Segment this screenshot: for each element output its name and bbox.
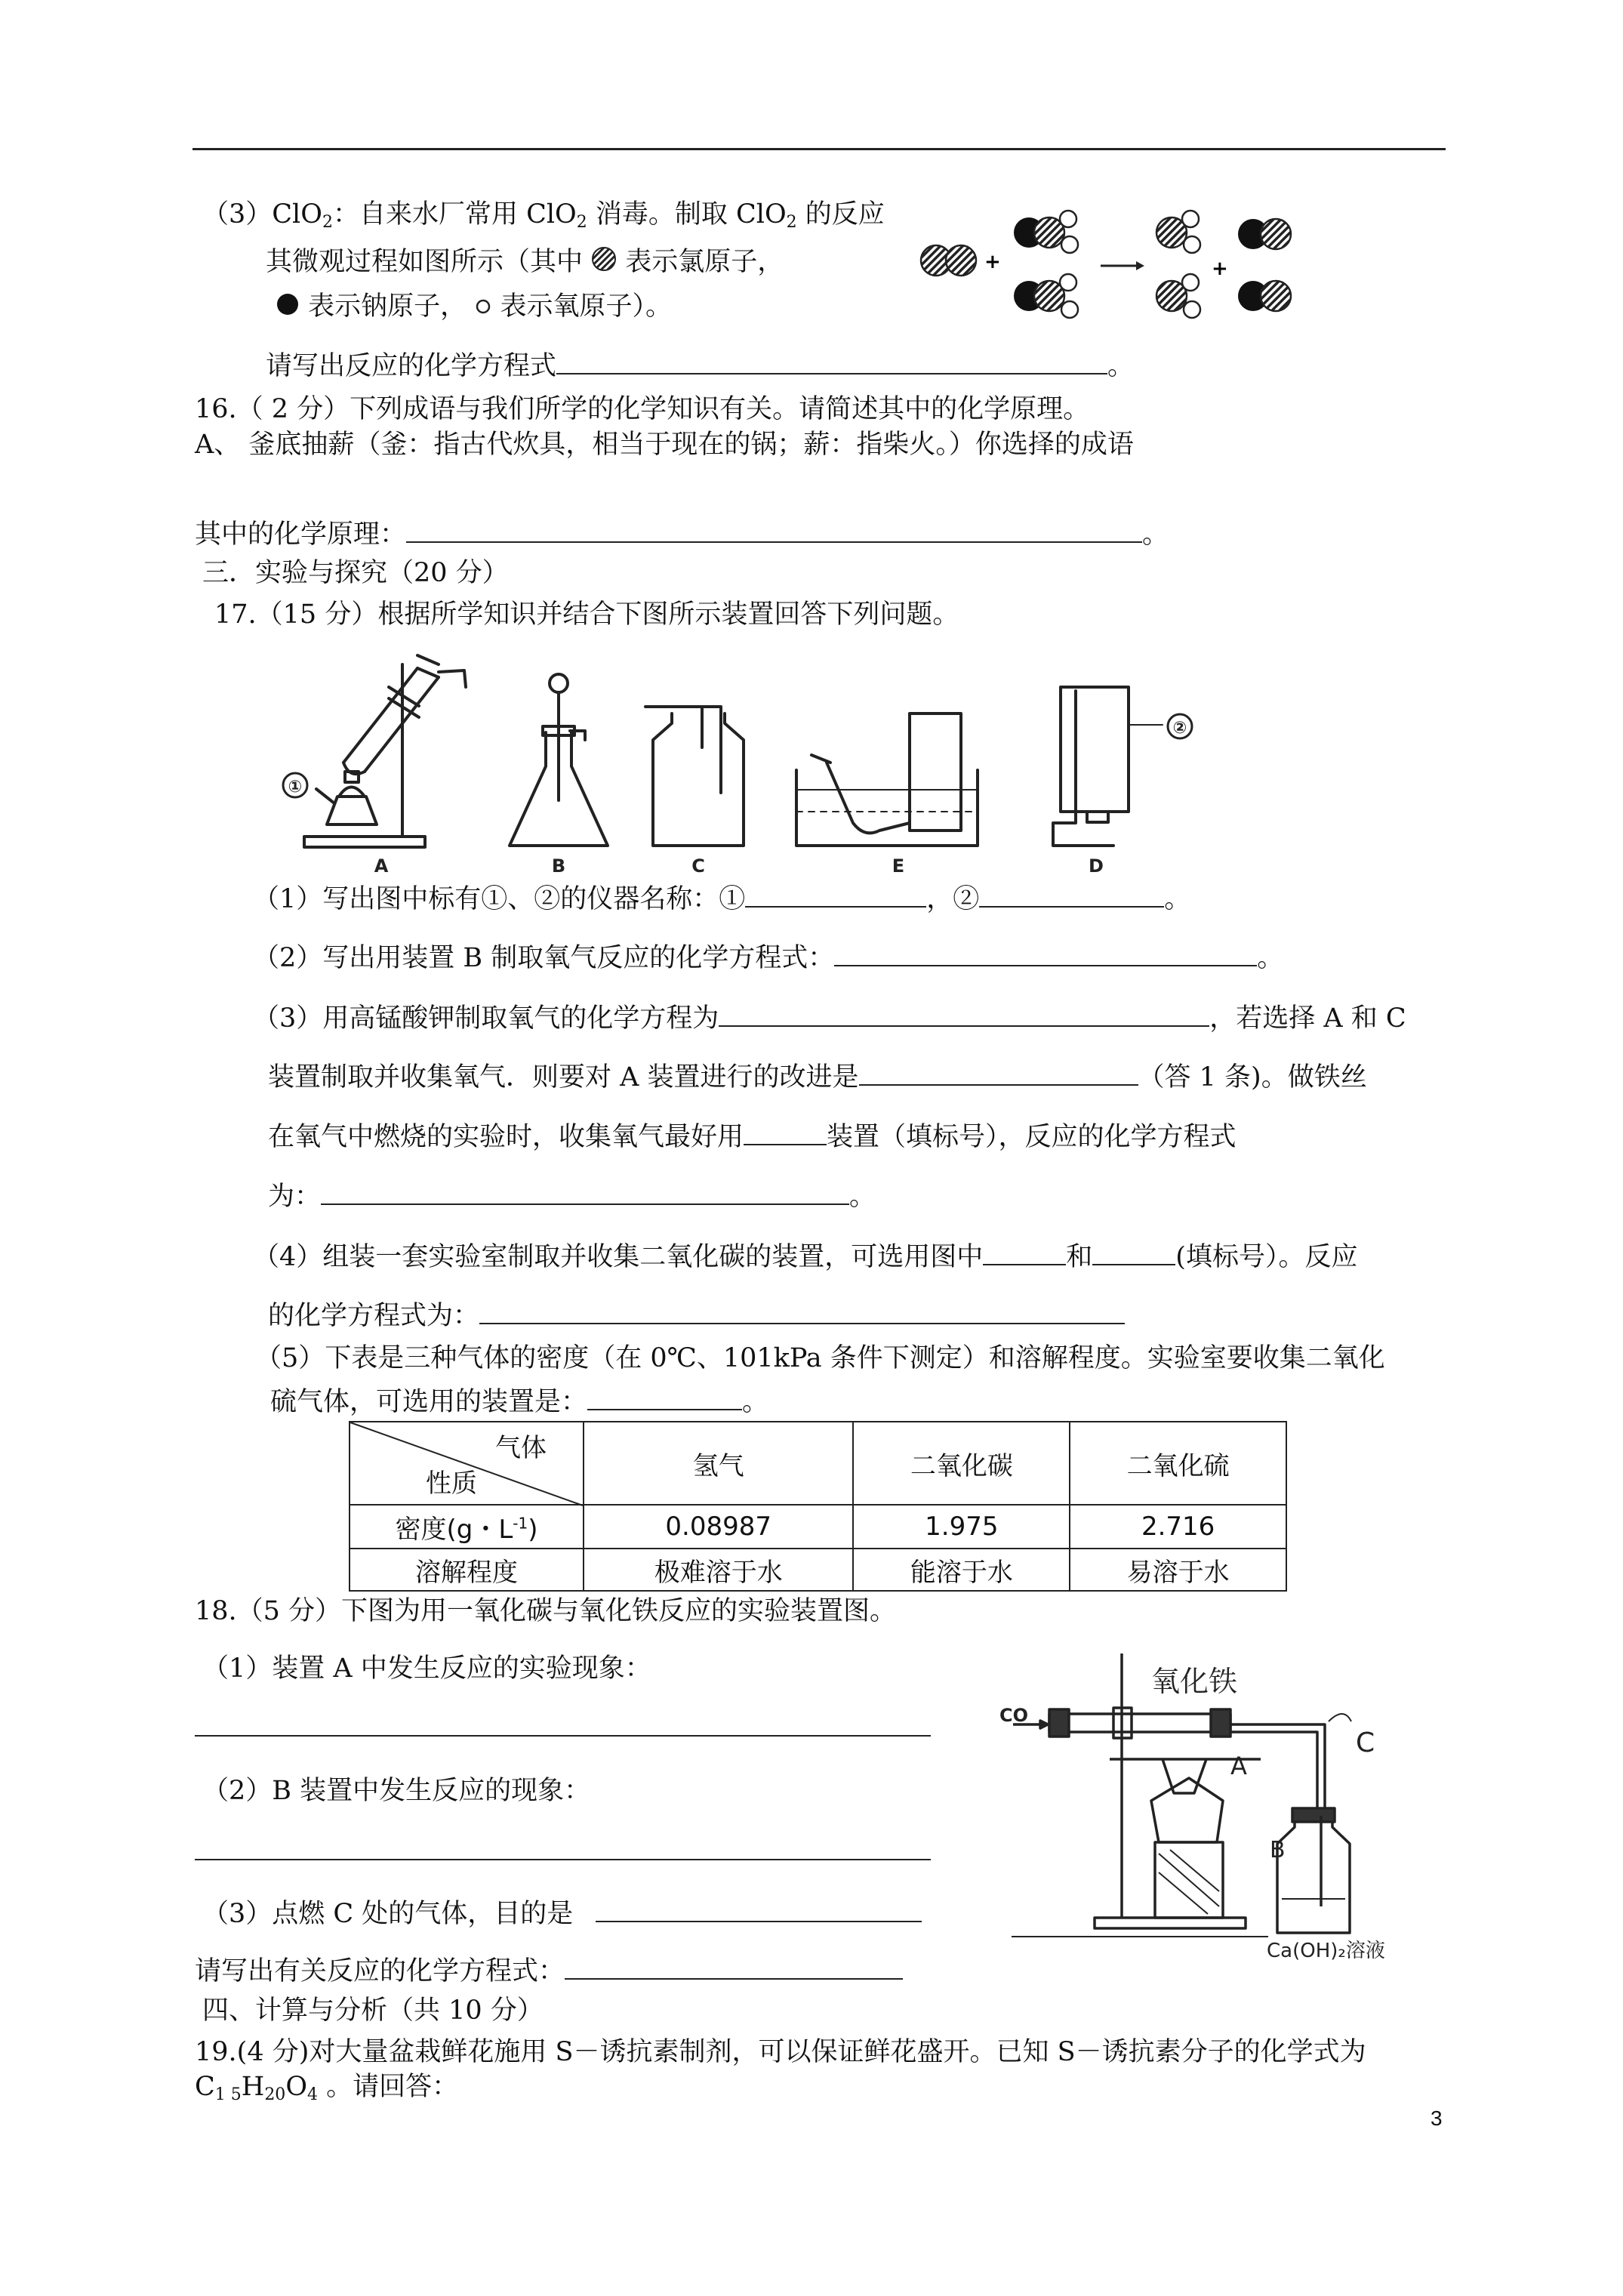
q17-title: 17.（15 分）根据所学知识并结合下图所示装置回答下列问题。 xyxy=(214,599,959,630)
table-cell: 2.716 xyxy=(1070,1505,1286,1549)
circle-label-2: ② xyxy=(1172,719,1187,738)
q18-title: 18.（5 分）下图为用一氧化碳与氧化铁反应的实验装置图。 xyxy=(195,1596,897,1626)
section3-heading: 三．实验与探究（20 分） xyxy=(202,558,509,588)
co-reduction-apparatus-figure xyxy=(996,1646,1419,1962)
table-row-label: 溶解程度 xyxy=(350,1549,584,1591)
q19-line2: $C_{1 5}H_{20}O_4$ 。请回答： xyxy=(195,2072,459,2104)
table-row xyxy=(350,1505,1286,1549)
answer-blank[interactable] xyxy=(1092,1238,1175,1265)
table-header: 氢气 xyxy=(584,1422,853,1505)
chlorine-molecule xyxy=(921,245,976,276)
answer-blank[interactable] xyxy=(834,939,1257,966)
table-corner-cell xyxy=(350,1422,584,1505)
corner-label-gas: 气体 xyxy=(495,1433,547,1463)
label-a: A xyxy=(1230,1752,1247,1780)
page-number: 3 xyxy=(1431,2106,1443,2130)
sodium-chloride-molecule xyxy=(1238,219,1291,249)
oxygen-atom-icon xyxy=(475,298,491,315)
label-b: B xyxy=(1270,1837,1286,1863)
q16-principle: 其中的化学原理： 。 xyxy=(195,516,1169,551)
q17-p3d: 为： 。 xyxy=(268,1178,876,1213)
section4-heading: 四、计算与分析（共 10 分） xyxy=(202,1996,544,2026)
table-header: 二氧化碳 xyxy=(853,1422,1070,1505)
label-c: C xyxy=(1356,1727,1375,1758)
svg-text:+: + xyxy=(984,251,1001,273)
q16-title: 16.（ 2 分）下列成语与我们所学的化学知识有关。请简述其中的化学原理。 xyxy=(195,394,1090,424)
q17-p5a: （5）下表是三种气体的密度（在 0℃、101kPa 条件下测定）和溶解程度。实验室要收集二氧化 xyxy=(255,1343,1385,1373)
answer-blank[interactable] xyxy=(979,880,1164,908)
q15-3-line3: 表示钠原子， 表示氧原子）。 xyxy=(276,290,672,323)
table-cell: 易溶于水 xyxy=(1070,1549,1286,1591)
lab-apparatus-figure xyxy=(268,642,1219,883)
q17-p4b: 的化学方程式为： xyxy=(268,1297,1125,1333)
answer-blank[interactable] xyxy=(195,1709,931,1737)
apparatus-label-d: D xyxy=(1089,855,1104,877)
answer-blank[interactable] xyxy=(406,516,1142,543)
svg-text:+: + xyxy=(1212,257,1228,280)
chlorine-dioxide-molecule xyxy=(1156,274,1200,318)
table-row xyxy=(350,1549,1286,1591)
sodium-chloride-molecule xyxy=(1238,281,1291,311)
table-cell: 能溶于水 xyxy=(853,1549,1070,1591)
q17-p3c: 在氧气中燃烧的实验时，收集氧气最好用 装置（填标号），反应的化学方程式 xyxy=(268,1118,1236,1154)
answer-blank[interactable] xyxy=(719,1000,1209,1027)
q18-p1: （1）装置 A 中发生反应的实验现象： xyxy=(202,1653,651,1684)
q17-p5b: 硫气体，可选用的装置是： 。 xyxy=(270,1383,768,1419)
answer-blank[interactable] xyxy=(983,1238,1066,1265)
table-row-label: 密度(g・$L^{-1}$) xyxy=(350,1505,584,1549)
table-cell: 1.975 xyxy=(853,1505,1070,1549)
header-rule xyxy=(192,148,1446,150)
chlorine-dioxide-molecule xyxy=(1156,211,1200,253)
apparatus-c xyxy=(645,707,744,846)
table-header: 二氧化硫 xyxy=(1070,1422,1286,1505)
answer-blank[interactable] xyxy=(744,1118,827,1145)
gas-properties-table xyxy=(349,1421,1287,1592)
apparatus-label-b: B xyxy=(551,855,566,877)
label-iron-oxide: 氧化铁 xyxy=(1151,1665,1238,1698)
q18-p3: （3）点燃 C 处的气体，目的是 xyxy=(202,1895,922,1931)
answer-blank[interactable] xyxy=(556,347,1107,374)
answer-blank[interactable] xyxy=(596,1895,922,1922)
answer-blank[interactable] xyxy=(565,1952,903,1980)
corner-label-property: 性质 xyxy=(426,1469,477,1499)
q15-3-line1: （3）ClO$_2$：自来水厂常用 ClO$_2$ 消毒。制取 ClO$_2$ 的反应 xyxy=(202,199,885,232)
label-limewater: Ca(OH)₂溶液 xyxy=(1267,1940,1385,1962)
q18-p4: 请写出有关反应的化学方程式： xyxy=(195,1952,903,1988)
answer-blank[interactable] xyxy=(745,880,926,908)
reaction-micro-diagram xyxy=(913,204,1321,332)
q17-p4a: （4）组装一套实验室制取并收集二氧化碳的装置，可选用图中 和 (填标号）。反应 xyxy=(253,1238,1357,1274)
answer-blank[interactable] xyxy=(587,1383,742,1410)
answer-blank[interactable] xyxy=(859,1059,1138,1086)
apparatus-label-a: A xyxy=(374,855,389,877)
answer-blank[interactable] xyxy=(195,1833,931,1860)
sodium-atom-icon xyxy=(276,292,300,316)
answer-blank[interactable] xyxy=(479,1297,1125,1324)
q15-3-line2: 其微观过程如图所示（其中 表示氯原子， xyxy=(266,247,784,277)
sodium-chlorite-molecule xyxy=(1014,274,1078,318)
q17-p3b: 装置制取并收集氧气．则要对 A 装置进行的改进是 （答 1 条)。做铁丝 xyxy=(268,1059,1367,1094)
q16-option-a: A、 釜底抽薪（釜：指古代炊具，相当于现在的锅；薪：指柴火。）你选择的成语 xyxy=(195,430,1134,460)
table-cell: 0.08987 xyxy=(584,1505,853,1549)
q19-line1: 19.(4 分)对大量盆栽鲜花施用 S－诱抗素制剂，可以保证鲜花盛开。已知 S－诱抗素分子的化学式为 xyxy=(195,2037,1366,2067)
apparatus-b xyxy=(510,674,608,846)
sodium-chlorite-molecule xyxy=(1014,211,1078,253)
apparatus-e xyxy=(796,713,978,846)
apparatus-d xyxy=(1053,687,1163,846)
apparatus-label-c: C xyxy=(691,855,705,877)
reaction-arrow xyxy=(1101,261,1144,270)
apparatus-label-e: E xyxy=(892,855,905,877)
table-cell: 极难溶于水 xyxy=(584,1549,853,1591)
circle-label-1: ① xyxy=(288,778,303,797)
q15-3-line4: 请写出反应的化学方程式 。 xyxy=(266,347,1134,383)
chlorine-atom-icon xyxy=(591,246,617,272)
q17-p3a: （3）用高锰酸钾制取氧气的化学方程为 ，若选择 A 和 C xyxy=(253,1000,1406,1035)
q17-p1: （1）写出图中标有①、②的仪器名称：① ，② 。 xyxy=(253,880,1190,916)
label-co: CO xyxy=(999,1705,1029,1726)
apparatus-a xyxy=(304,655,466,847)
q17-p2: （2）写出用装置 B 制取氧气反应的化学方程式： 。 xyxy=(253,939,1283,975)
answer-blank[interactable] xyxy=(321,1178,849,1205)
q18-p2: （2）B 装置中发生反应的现象： xyxy=(202,1776,591,1806)
